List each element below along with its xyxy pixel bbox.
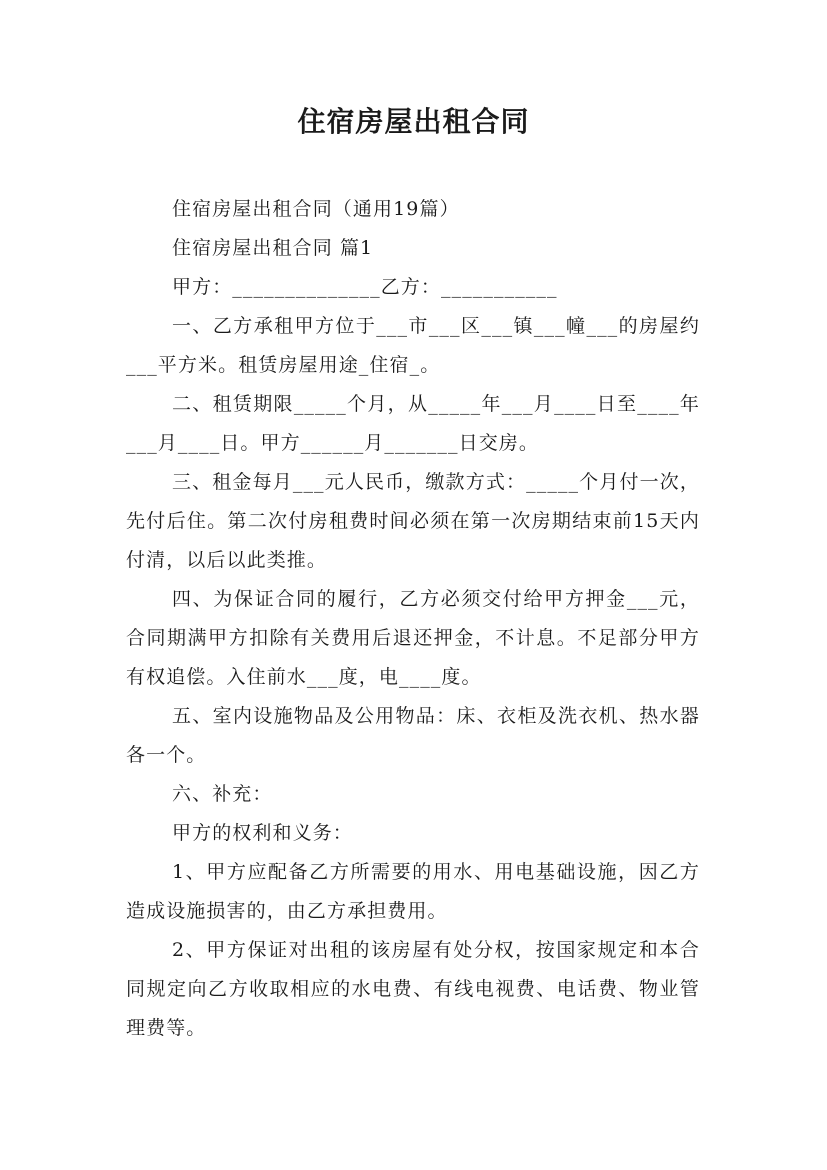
paragraph-clause-3: 三、租金每月___元人民币，缴款方式：_____个月付一次，先付后住。第二次付房租费时间必须在第一次房期结束前15天内付清，以后以此类推。 — [126, 471, 700, 571]
paragraph-section-heading: 住宿房屋出租合同 篇1 — [172, 237, 374, 259]
paragraph-parties: 甲方：______________乙方：___________ — [172, 276, 558, 298]
paragraph-clause-2: 二、租赁期限_____个月，从_____年___月____日至____年___月____日。甲方______月_______日交房。 — [126, 393, 700, 454]
paragraph-party-a-duties: 甲方的权利和义务： — [172, 822, 353, 844]
paragraph-subtitle: 住宿房屋出租合同（通用19篇） — [172, 198, 460, 220]
paragraph-clause-6: 六、补充： — [172, 783, 273, 805]
paragraph-duty-2: 2、甲方保证对出租的该房屋有处分权，按国家规定和本合同规定向乙方收取相应的水电费、有线电视费、电话费、物业管理费等。 — [126, 939, 700, 1039]
paragraph-clause-1: 一、乙方承租甲方位于___市___区___镇___幢___的房屋约___平方米。租赁房屋用途_住宿_。 — [126, 315, 700, 376]
paragraph-clause-5: 五、室内设施物品及公用物品：床、衣柜及洗衣机、热水器各一个。 — [126, 705, 700, 766]
paragraph-clause-4: 四、为保证合同的履行，乙方必须交付给甲方押金___元，合同期满甲方扣除有关费用后退还押金，不计息。不足部分甲方有权追偿。入住前水___度，电____度。 — [126, 588, 700, 688]
paragraph-duty-1: 1、甲方应配备乙方所需要的用水、用电基础设施，因乙方造成设施损害的，由乙方承担费用。 — [126, 861, 700, 922]
document-title: 住宿房屋出租合同 — [297, 105, 530, 138]
document-body — [126, 190, 700, 1048]
